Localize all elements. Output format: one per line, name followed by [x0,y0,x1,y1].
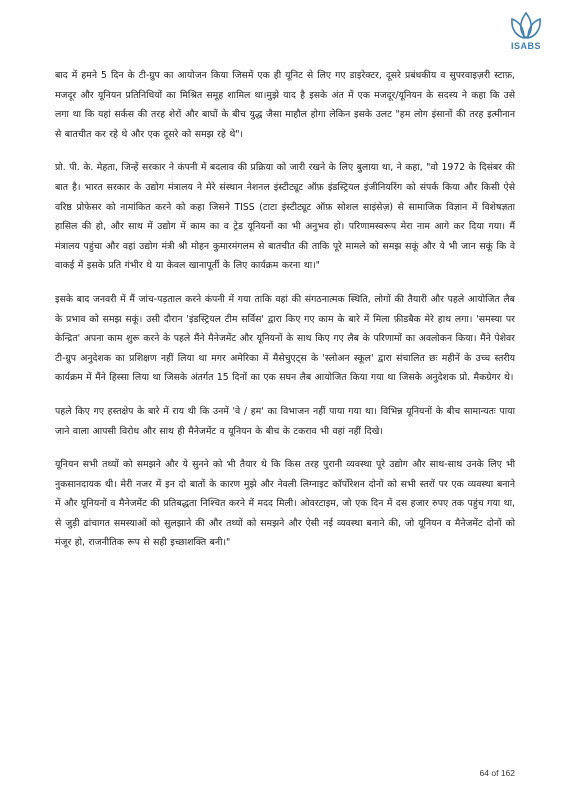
paragraph: बाद में हमने 5 दिन के टी-ग्रुप का आयोजन किया जिसमें एक ही यूनिट से लिए गए डाइरेक्टर, दूसरे प्रबंधकीय व सुपरवाइज़री स्टाफ़, मजदूर और यूनियन प्रतिनिधियों का मिश्रित समूह शामिल था।मुझे याद है इसके अंत में एक मजदूर/यूनियन के सदस्य ने कहा कि उसे लगा था कि यहां सर्कस की तरह शेरों और बाघों के बीच युद्ध जैसा माहौल होगा लेकिन इसके उलट "हम लोग इंसानों की तरह इत्मीनान से बातचीत कर रहे थे और एक दूसरे को समझ रहे थे"। [55,70,515,140]
paragraph: इसके बाद जनवरी में मैं जांच-पड़ताल करने कंपनी में गया ताकि वहां की संगठनात्मक स्थिति, लोगों की तैयारी और पहले आयोजित लैब के प्रभाव को समझ सकूं। उसी दौरान 'इंडस्ट्रियल टीम सर्विस' द्वारा किए गए काम के बारे में मिला फ़ीडबैक मेरे हाथ लगा। 'समस्या पर केन्द्रित' अपना काम शुरू करने के पहले मैंने मैनेजमेंट और यूनियनों के साथ किए गए लैब के परिणामों का अवलोकन किया। मैंने पेशेवर टी-ग्रुप अनुदेशक का प्रशिक्षण नहीं लिया था मगर अमेरिका में मैसेचुएट्स के 'स्लोअन स्कूल' द्वारा संचालित छः महीनें के उच्च स्तरीय कार्यक्रम में मैंने हिस्सा लिया था जिसके अंतर्गत 15 दिनों का एक सघन लैब आयोजित किया गया था जिसके अनुदेशक प्रो. मैकग्रेगर थे। [55,293,515,384]
isabs-logo [507,10,545,54]
page-number: 64 of 162 [479,768,515,778]
paragraph: प्रो. पी. के. मेहता, जिन्हें सरकार ने कंपनी में बदलाव की प्रक्रिया को जारी रखने के लिए बुलाया था, ने कहा, "वो 1972 के दिसंबर की बात है। भारत सरकार के उद्योग मंत्रालय ने मेरे संस्थान नेशनल इंस्टीट्यूट ऑफ़ इंडस्ट्रियल इंजीनियरिंग को संपर्क किया और किसी ऐसे वरिष्ठ प्रोफेसर को नामांकित करने को कहा जिसने TISS (टाटा इंस्टीट्यूट ऑफ़ सोशल साइंसेज़) से सामाजिक विज्ञान में विशेषज्ञता हासिल की हो, और साथ में उद्योग में काम का व ट्रेड यूनियनों का भी अनुभव हो। परिणामस्वरूप मेरा नाम आगे कर दिया गया। मैं मंत्रालय पहुंचा और वहां उद्योग मंत्री श्री मोहन कुमारमंगलम से बातचीत की ताकि पूरे मामले को समझ सकूं और ये भी जान सकूं कि वे वाकई में इसके प्रति गंभीर थे या केवल खानापूर्ती के लिए कार्यक्रम करना था।" [55,162,515,272]
logo-text: ISABS [510,41,541,51]
paragraph: यूनियन सभी तथ्यों को समझने और ये सुनने को भी तैयार थे कि किस तरह पुरानी व्यवस्था पूरे उद्योग और साथ-साथ उनके लिए भी नुकसानदायक थी। मेरी नजर में इन दो बातों के कारण मुझे और नेवली लिग्नाइट कॉर्पोरेशन दोनों को सभी स्तरों पर एक व्यवस्था बनाने में और यूनियनों व मैनेजमेंट की प्रतिबद्धता निश्चित करने में मदद मिली। ओवरटाइम, जो एक दिन में दस हजार रुपए तक पहुंच गया था, से जुड़ी ढांचागत समस्याओं को सुलझाने की और तथ्यों को समझने और ऐसी नई व्यवस्था बनाने की, जो यूनियन व मैनेजमेंट दोनों को मंजूर हो, राजनीतिक रूप से सही इच्छाशक्ति बनी।" [55,459,515,549]
paragraph: पहले किए गए हस्तक्षेप के बारे में राय थी कि उनमें 'वे / हम' का विभाजन नहीं पाया गया था। विभिन्न यूनियनों के बीच सामान्यतः पाया जाने वाला आपसी विरोध और साथ ही मैनेजमेंट व यूनियन के बीच के टकराव भी वहां नहीं दिखे। [55,405,515,437]
logo-leaves-icon [508,10,544,40]
document-body [55,66,515,567]
